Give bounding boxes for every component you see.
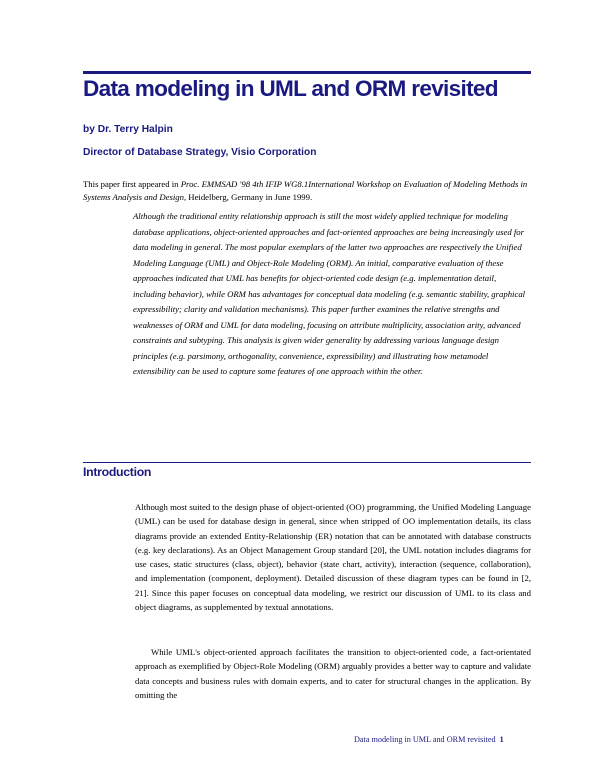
- author-line: by Dr. Terry Halpin: [83, 124, 173, 135]
- publication-note: [83, 178, 533, 204]
- section-rule: [83, 462, 531, 463]
- section-heading: Introduction: [83, 465, 152, 479]
- publication-note-intro: This paper first appeared in: [83, 179, 181, 189]
- abstract: Although the traditional entity relationship approach is still the most widely applied technique for modeling database applications, object-oriented approaches and fact-oriented approaches are being increasingly used for data modeling in general. The most popular exemplars of the latter two approaches are respectively the Unified Modeling Language (UML) and Object-Role Modeling (ORM). An initial, comparative evaluation of these approaches indicated that UML has benefits for object-oriented code design (e.g. implementation detail, including behavior), while ORM has advantages for conceptual data modeling (e.g. semantic stability, graphical expressibility; clarity and validation mechanisms). This paper further examines the relative strengths and weaknesses of ORM and UML for data modeling, focusing on attribute multiplicity, association arity, advanced constraints and subtyping. This analysis is given wider generality by addressing various language design principles (e.g. parsimony, orthogonality, convenience, expressibility) and illustrating how metamodel extensibility can be used to capture some features of one approach within the other.: [133, 211, 526, 376]
- page-number: 1: [499, 735, 504, 744]
- affiliation-line: Director of Database Strategy, Visio Corporation: [83, 147, 317, 158]
- running-title: Data modeling in UML and ORM revisited: [354, 735, 496, 744]
- paper-title: Data modeling in UML and ORM revisited: [83, 76, 498, 101]
- publication-note-rest: , Heidelberg, Germany in June 1999.: [183, 192, 313, 202]
- publication-venue: Proc. EMMSAD '98 4th IFIP WG8.1International Workshop on Evaluation of Modeling Methods in Systems Analysis and Design: [83, 179, 528, 202]
- body-paragraph: While UML's object-oriented approach facilitates the transition to object-oriented code, a fact-orientated approach as exemplified by Object-Role Modeling (ORM) arguably provides a better way to capture and validate data concepts and business rules with domain experts, and to cater for structural changes in the application. By omitting the: [135, 647, 531, 700]
- title-rule: [83, 71, 531, 74]
- body-paragraph: Although most suited to the design phase of object-oriented (OO) programming, the Unified Modeling Language (UML) can be used for database design in general, since when stripped of OO implementation details, its class diagrams provide an extended Entity-Relationship (ER) notation that can be annotated with database constructs (e.g. key declarations). As an Object Management Group standard [20], the UML notation includes diagrams for use cases, static structures (class, object), behavior (state chart, activity), interaction (sequence, collaboration), and implementation (component, deployment). Detailed discussion of these diagram types can be found in [2, 21]. Since this paper focuses on conceptual data modeling, we restrict our discussion of UML to its class and object diagrams, as supplemented by textual annotations.: [135, 502, 531, 613]
- page-footer: [354, 735, 504, 744]
